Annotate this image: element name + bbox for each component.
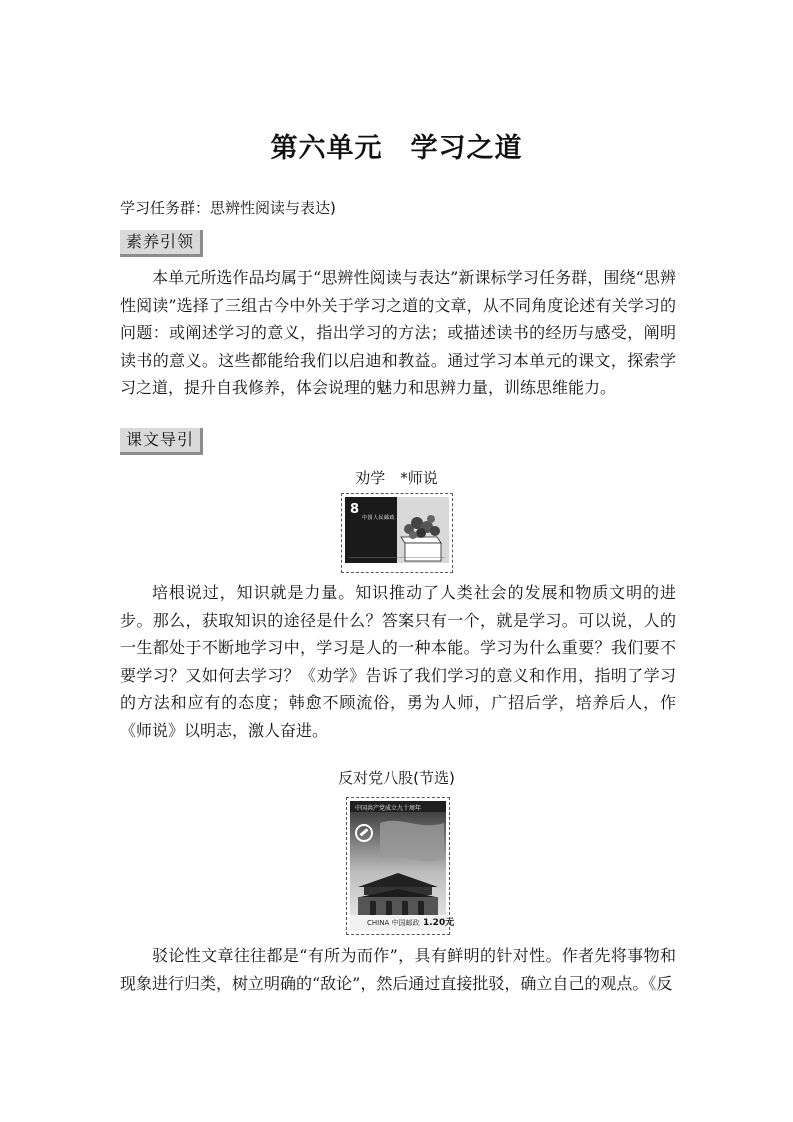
section-badge-literacy: 素养引领 bbox=[120, 230, 203, 257]
lesson-paragraph-2: 驳论性文章往往都是“有所为而作”，具有鲜明的针对性。作者先将事物和现象进行归类，树立明确的“敌论”，然后通过直接批驳，确立自己的观点。《反 bbox=[120, 946, 676, 993]
stamp-image-1 bbox=[341, 493, 453, 573]
stamp-1-illustration bbox=[345, 497, 449, 569]
stamp-2-top-text: 中国共产党成立九十周年 bbox=[355, 805, 422, 812]
stamp-2-illustration bbox=[350, 801, 446, 931]
stamp-2-bottom-text: CHINA 中国邮政 bbox=[367, 919, 420, 927]
page-title: 第六单元 学习之道 bbox=[270, 133, 523, 164]
literacy-paragraph: 本单元所选作品均属于“思辨性阅读与表达”新课标学习任务群，围绕“思辨性阅读”选择了三组古今中外关于学习之道的文章，从不同角度论述有关学习的问题：或阐述学习的意义，指出学习的方法；或描述读书的经历与感受，阐明读书的意义。这些都能给我们以启迪和教益。通过学习本单元的课文，探索学习之道，提升自我修养，体会说理的魅力和思辨力量，训练思维能力。 bbox=[120, 268, 676, 397]
lesson-heading-2: 反对党八股(节选) bbox=[338, 769, 455, 787]
lesson-paragraph-1: 培根说过，知识就是力量。知识推动了人类社会的发展和物质文明的进步。那么，获取知识的途径是什么？答案只有一个，就是学习。可以说，人的一生都处于不断地学习中，学习是人的一种本能。学习为什么重要？我们要不要学习？又如何去学习？《劝学》告诉了我们学习的意义和作用，指明了学习的方法和应有的态度；韩愈不顾流俗，勇为人师，广招后学，培养后人，作《师说》以明志，激人奋进。 bbox=[120, 583, 676, 740]
stamp-2-denomination: 1.20元 bbox=[423, 918, 455, 928]
task-group-subtitle: 学习任务群：思辨性阅读与表达) bbox=[120, 199, 336, 217]
section-badge-guide: 课文导引 bbox=[120, 428, 203, 455]
stamp-1-caption: 中国人民邮政 bbox=[362, 515, 396, 521]
stamp-1-denomination: 8 bbox=[350, 502, 360, 517]
stamp-image-2 bbox=[346, 797, 455, 935]
lesson-heading-1: 劝学 *师说 bbox=[355, 469, 438, 487]
